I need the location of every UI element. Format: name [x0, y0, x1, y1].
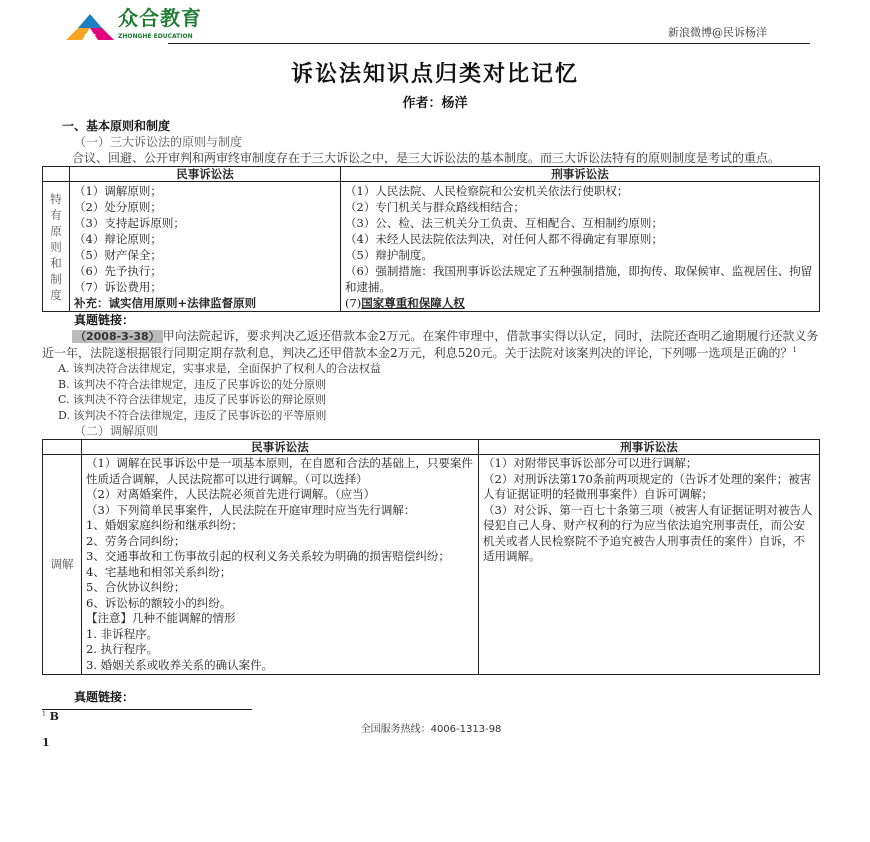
- footnote-ref[interactable]: 1: [792, 346, 798, 354]
- list-item: 6、诉讼标的额较小的纠纷。: [86, 595, 232, 610]
- table-header-blank: [43, 440, 82, 455]
- criminal-cell: [341, 182, 820, 312]
- civil-cell: [82, 455, 479, 675]
- option-c: C. 该判决不符合法律规定，违反了民事诉讼的辩论原则: [58, 393, 327, 406]
- logo-subtext: ZHONGHE EDUCATION: [118, 33, 193, 40]
- list-item: 1、婚姻家庭纠纷和继承纠纷；: [86, 518, 243, 532]
- option-d: D. 该判决不符合法律规定，违反了民事诉讼的平等原则: [58, 408, 327, 422]
- list-item: （2）对刑诉法第170条前两项规定的（告诉才处理的案件；被害人有证据证明的轻微刑事案件）自诉可调解；: [483, 471, 812, 501]
- table-header-blank: [43, 167, 70, 182]
- list-item: （2）对离婚案件，人民法院必须首先进行调解。（应当）: [86, 487, 376, 501]
- question-id: （2008-3-38）: [72, 330, 163, 343]
- list-item: （3）下列简单民事案件，人民法院在开庭审理时应当先行调解：: [86, 502, 416, 517]
- item-text-underlined: 国家尊重和保障人权: [361, 296, 465, 310]
- page-number: 1: [42, 736, 50, 749]
- footnote-answer: B: [49, 710, 59, 723]
- intro-paragraph: 合议、回避、公开审判和两审终审制度存在于三大诉讼之中，是三大诉讼法的基本制度。而三大诉讼法特有的原则制度是考试的重点。: [72, 151, 781, 165]
- author: 作者：杨洋: [402, 96, 468, 111]
- header-divider: [168, 43, 810, 44]
- list-item: （7）诉讼费用；: [74, 280, 162, 294]
- list-item: （4）未经人民法院依法判决，对任何人都不得确定有罪原则；: [345, 232, 663, 246]
- list-item: （1）调解原则；: [74, 184, 162, 198]
- principles-table: [42, 166, 820, 312]
- list-item: （6）先予执行；: [74, 264, 162, 278]
- list-item: （6）强制措施：我国刑事诉讼法规定了五种强制措施，即拘传、取保候审、监视居住、拘留和逮捕。: [345, 264, 813, 294]
- option-b: B. 该判决不符合法律规定，违反了民事诉讼的处分原则: [58, 377, 327, 391]
- section-heading: 一、基本原则和制度: [62, 119, 171, 133]
- item-prefix: (7): [345, 296, 362, 310]
- logo-text: 众合教育: [118, 6, 202, 30]
- subsection-heading-2: （二）调解原则: [74, 424, 159, 438]
- question-link-label: 真题链接：: [74, 313, 135, 327]
- list-item: 2、劳务合同纠纷；: [86, 533, 186, 548]
- list-item: （3）对公诉、第一百七十条第三项（被害人有证据证明对被告人侵犯自己人身、财产权利的行为应当依法追究刑事责任，而公安机关或者人民检察院不予追究被告人刑事责任的案件）自诉，不适用调解。: [483, 502, 813, 563]
- mediation-table: [42, 439, 820, 675]
- question-text: [42, 328, 820, 361]
- list-item: （5）辩护制度。: [345, 248, 433, 262]
- list-item: 1. 非诉程序。: [86, 626, 159, 641]
- table-header-civil: 民事诉讼法: [70, 167, 341, 182]
- list-item: 2. 执行程序。: [86, 642, 159, 656]
- table-header-criminal: 刑事诉讼法: [479, 440, 820, 455]
- footnote-mark: 1: [42, 710, 46, 718]
- logo: [64, 12, 116, 44]
- list-item: 3、交通事故和工伤事故引起的权利义务关系较为明确的损害赔偿纠纷；: [86, 549, 450, 563]
- list-item: （1）人民法院、人民检察院和公安机关依法行使职权；: [345, 184, 629, 198]
- list-item: 5、合伙协议纠纷；: [86, 580, 186, 594]
- question-options: [42, 361, 820, 423]
- footnote: [42, 710, 820, 723]
- subsection-heading: （一）三大诉讼法的原则与制度: [74, 135, 243, 149]
- list-item: （2）处分原则；: [74, 200, 162, 214]
- question-link-label-2: 真题链接：: [74, 690, 135, 704]
- footer-hotline: 全国服务热线：4006-1313-98: [360, 724, 502, 735]
- civil-cell: [70, 182, 341, 312]
- question-body: 甲向法院起诉，要求判决乙返还借款本金2万元。在案件审理中，借款事实得以认定，同时，法院还查明乙逾期履行还款义务近一年，法院遂根据银行同期定期存款利息，判决乙还甲借款本金2万元，利息520元。关于法院对该案判决的评论，下列哪一选项是正确的？: [42, 329, 819, 360]
- header-weibo: 新浪微博@民诉杨洋: [668, 26, 767, 39]
- list-item: （5）财产保全；: [74, 248, 162, 262]
- list-item: （1）对附带民事诉讼部分可以进行调解；: [483, 456, 698, 470]
- table-header-criminal: 刑事诉讼法: [341, 167, 820, 182]
- row-label: 调解: [43, 455, 82, 675]
- option-a: A. 该判决符合法律规定，实事求是，全面保护了权利人的合法权益: [58, 362, 381, 375]
- criminal-cell: [479, 455, 820, 675]
- document-body: [42, 118, 820, 749]
- page-title: 诉讼法知识点归类对比记忆: [290, 61, 579, 87]
- table-header-civil: 民事诉讼法: [82, 440, 479, 455]
- list-item: （1）调解在民事诉讼中是一项基本原则，在自愿和合法的基础上，只要案件性质适合调解，人民法院都可以进行调解。（可以选择）: [86, 456, 473, 486]
- logo-triangle-icon: [64, 12, 116, 42]
- list-item: （2）专门机关与群众路线相结合；: [345, 200, 525, 214]
- list-item: 【注意】几种不能调解的情形: [86, 611, 236, 625]
- list-item-supplement: 补充：诚实信用原则+法律监督原则: [74, 296, 257, 310]
- list-item: （4）辩论原则；: [74, 232, 162, 246]
- list-item: [345, 295, 815, 311]
- list-item: （3）支持起诉原则；: [74, 216, 185, 230]
- list-item: （3）公、检、法三机关分工负责、互相配合、互相制约原则；: [345, 216, 663, 230]
- list-item: 3. 婚姻关系或收养关系的确认案件。: [86, 657, 274, 672]
- list-item: 4、宅基地和相邻关系纠纷；: [86, 564, 232, 579]
- row-label: 特有原则和制度: [43, 182, 70, 312]
